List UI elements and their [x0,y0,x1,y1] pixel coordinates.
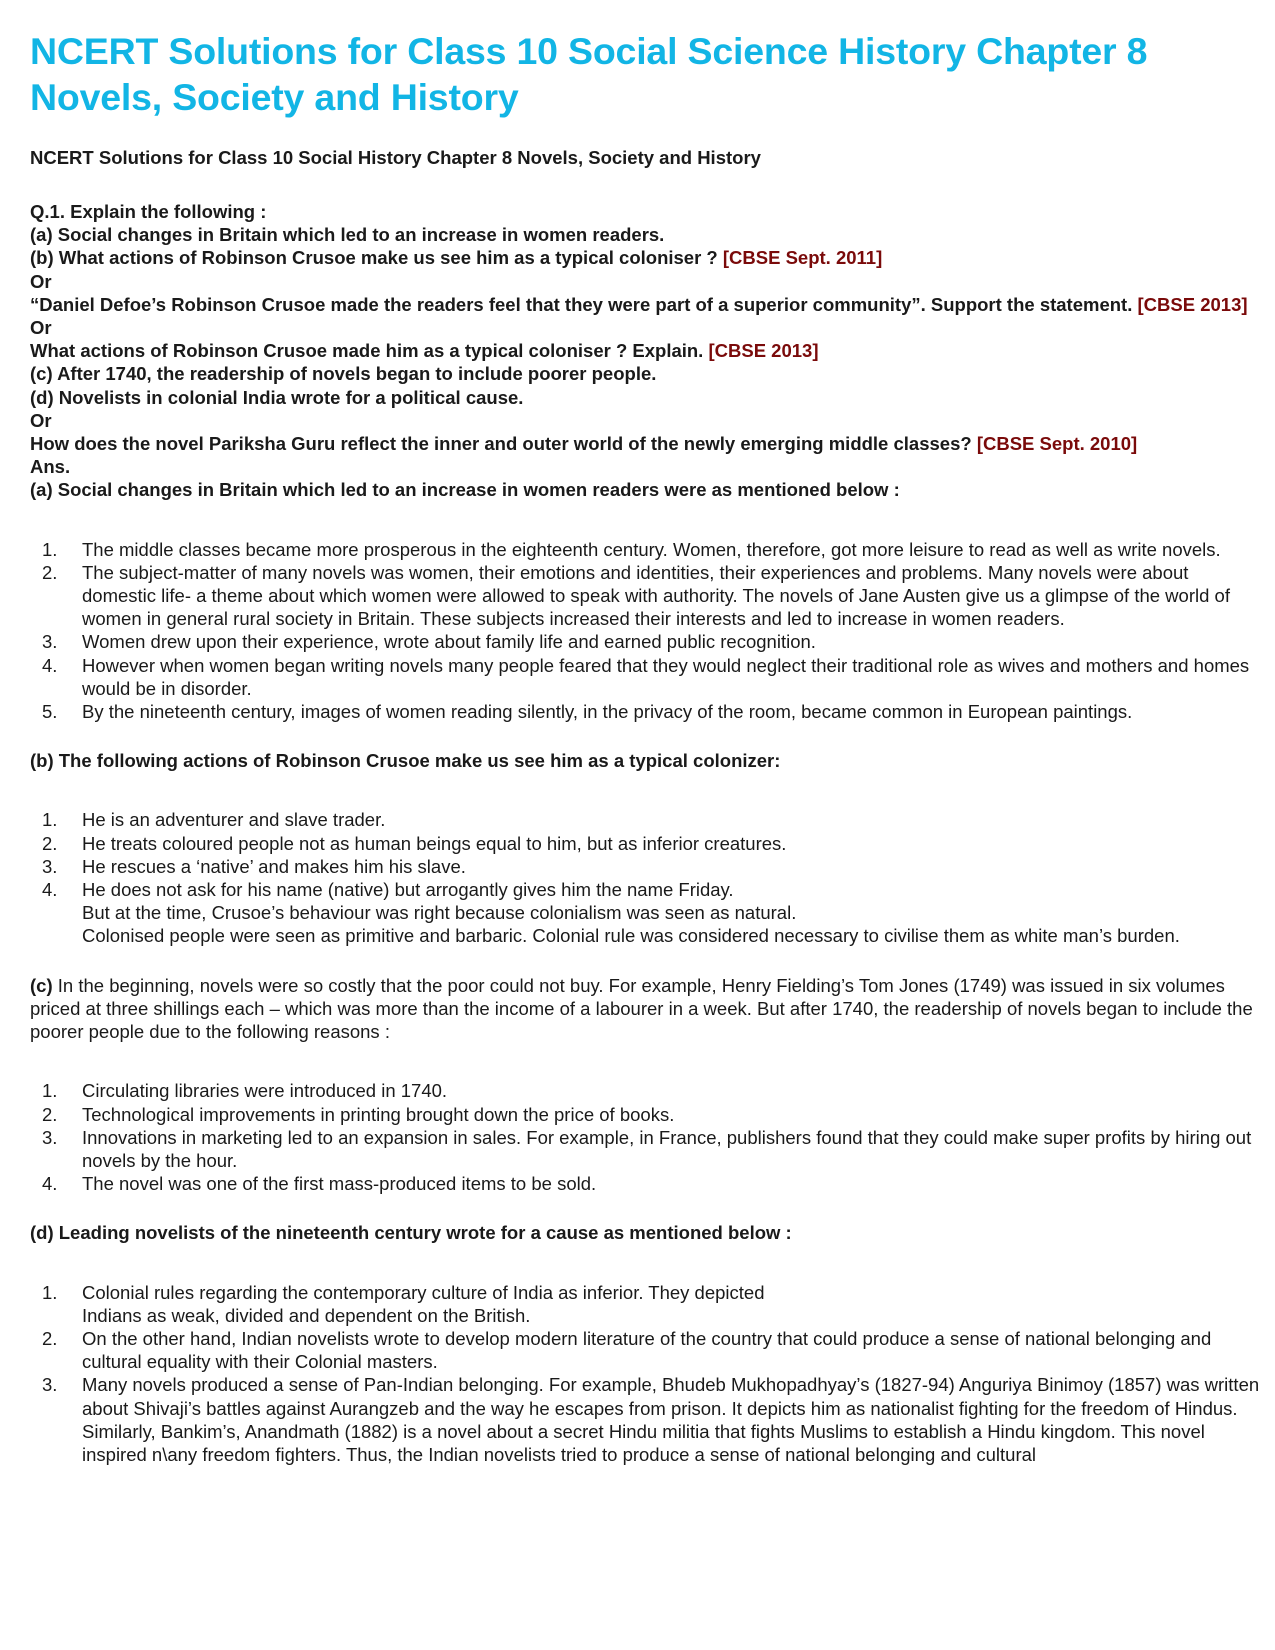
list-text: He is an adventurer and slave trader. [82,809,386,831]
list-item [30,832,1260,855]
list-item [30,855,1260,878]
answer-b-list [30,808,1260,947]
question-d: (d) Novelists in colonial India wrote for a political cause. [30,386,524,408]
document-page [30,28,1260,1466]
list-text: On the other hand, Indian novelists wrote to develop modern literature of the country that could produce a sense of national belonging and cultural equality with their Colonial masters. [82,1327,1212,1373]
or-separator: Or [30,270,52,292]
answer-c-text: In the beginning, novels were so costly that the poor could not buy. For example, Henry Fielding’s Tom Jones (1749) was issued in six volumes priced at three shillings each – which was more than the income of a labourer in a week. But after 1740, the readership of novels began to include the poorer people due to the following reasons : [30,974,1253,1043]
list-text: He treats coloured people not as human beings equal to him, but as inferior creatures. [82,832,787,854]
question-b-alt1 [30,293,1260,316]
list-item [30,1327,1260,1373]
list-text: Women drew upon their experience, wrote about family life and earned public recognition. [82,631,816,653]
list-number: 1. [42,1080,58,1102]
question-block [30,200,1260,502]
list-number: 4. [42,654,58,676]
answer-c-label: (c) [30,974,53,996]
answer-d-list [30,1281,1260,1467]
list-item [30,654,1260,700]
list-number: 2. [42,561,58,583]
page-subtitle: NCERT Solutions for Class 10 Social History Chapter 8 Novels, Society and History [30,147,761,168]
list-item [30,561,1260,631]
list-text: Innovations in marketing led to an expansion in sales. For example, in France, publishers found that they could make super profits by hiring out novels by the hour. [82,1126,1252,1171]
list-text: By the nineteenth century, images of women reading silently, in the privacy of the room, became common in European paintings. [82,701,1133,723]
exam-tag: [CBSE Sept. 2011] [722,247,883,269]
list-text: However when women began writing novels many people feared that they would neglect their traditional role as wives and mothers and homes would be in disorder. [82,654,1250,699]
list-number: 4. [42,1173,58,1195]
question-b-alt2-text: What actions of Robinson Crusoe made him as a typical coloniser ? Explain. [30,340,704,362]
list-text-continuation: Similarly, Bankim’s, Anandmath (1882) is a novel about a secret Hindu militia that fights Muslims to establish a Hindu kingdom. This novel inspired n\any freedom fighters. Thus, the Indian novelists tried to produce a sense of national belonging and cultural [82,1420,1205,1465]
list-item [30,1079,1260,1102]
answer-b-heading: (b) The following actions of Robinson Crusoe make us see him as a typical colonizer: [30,750,781,772]
answer-label: Ans. [30,456,71,478]
list-text: The middle classes became more prosperous in the eighteenth century. Women, therefore, got more leisure to read as well as write novels. [82,538,1221,560]
question-b-alt2 [30,339,1260,362]
question-d-alt-text: How does the novel Pariksha Guru reflect the inner and outer world of the newly emerging middle classes? [30,433,972,455]
answer-c-paragraph [30,974,1260,1044]
list-item [30,878,1260,948]
answer-a-heading: (a) Social changes in Britain which led to an increase in women readers were as mentioned below : [30,479,900,501]
question-a: (a) Social changes in Britain which led to an increase in women readers. [30,224,665,246]
or-separator: Or [30,317,52,339]
list-text: Technological improvements in printing brought down the price of books. [82,1103,675,1125]
list-number: 2. [42,1103,58,1125]
list-item [30,1281,1260,1327]
question-c: (c) After 1740, the readership of novels began to include poorer people. [30,363,657,385]
page-title: NCERT Solutions for Class 10 Social Science History Chapter 8 Novels, Society and History [30,30,1148,118]
list-item [30,1373,1260,1466]
exam-tag: [CBSE Sept. 2010] [976,433,1138,455]
list-item [30,538,1260,561]
list-text-continuation: Indians as weak, divided and dependent on the British. [82,1304,531,1326]
list-number: 3. [42,631,58,653]
list-number: 2. [42,1327,58,1349]
exam-tag: [CBSE 2013] [1137,293,1248,315]
question-b-alt1-text: “Daniel Defoe’s Robinson Crusoe made the readers feel that they were part of a superior community”. Support the statement. [30,293,1133,315]
list-text: The subject-matter of many novels was women, their emotions and identities, their experiences and problems. Many novels were about domestic life- a theme about which women were allowed to speak with authority. The novels of Jane Austen give us a glimpse of the world of women in general rural society in Britain. These subjects increased their interests and led to increase in women readers. [82,561,1230,630]
question-d-alt [30,432,1260,455]
or-separator: Or [30,409,52,431]
list-item [30,1103,1260,1126]
list-text: Circulating libraries were introduced in 1740. [82,1080,448,1102]
list-item [30,630,1260,653]
list-number: 2. [42,832,58,854]
list-number: 4. [42,879,58,901]
list-text: He does not ask for his name (native) but arrogantly gives him the name Friday. [82,879,734,901]
list-text: Many novels produced a sense of Pan-Indian belonging. For example, Bhudeb Mukhopadhyay’s (1827-94) Anguriya Binimoy (1857) was written about Shivaji’s battles against Aurangzeb and the way he escapes from prison. It depicts him as nationalist fighting for the freedom of Hindus. [82,1374,1260,1419]
list-number: 3. [42,855,58,877]
list-number: 1. [42,1281,58,1303]
list-number: 1. [42,809,58,831]
list-number: 3. [42,1126,58,1148]
list-number: 1. [42,538,58,560]
exam-tag: [CBSE 2013] [708,340,819,362]
list-item [30,700,1260,723]
question-b-text: (b) What actions of Robinson Crusoe make us see him as a typical coloniser ? [30,247,718,269]
list-number: 5. [42,701,58,723]
list-number: 3. [42,1374,58,1396]
answer-a-list [30,538,1260,724]
list-item [30,1126,1260,1172]
list-text: He rescues a ‘native’ and makes him his slave. [82,855,466,877]
list-text: Colonial rules regarding the contemporary culture of India as inferior. They depicted [82,1281,765,1303]
answer-c-list [30,1079,1260,1195]
list-item [30,1172,1260,1195]
answer-d-heading: (d) Leading novelists of the nineteenth century wrote for a cause as mentioned below : [30,1222,792,1244]
list-text-continuation: But at the time, Crusoe’s behaviour was right because colonialism was seen as natural. [82,902,797,924]
question-b [30,246,1260,269]
list-item [30,808,1260,831]
list-text: The novel was one of the first mass-produced items to be sold. [82,1173,597,1195]
list-text-continuation: Colonised people were seen as primitive and barbaric. Colonial rule was considered necessary to civilise them as white man’s burden. [82,925,1180,947]
question-intro: Q.1. Explain the following : [30,201,267,222]
